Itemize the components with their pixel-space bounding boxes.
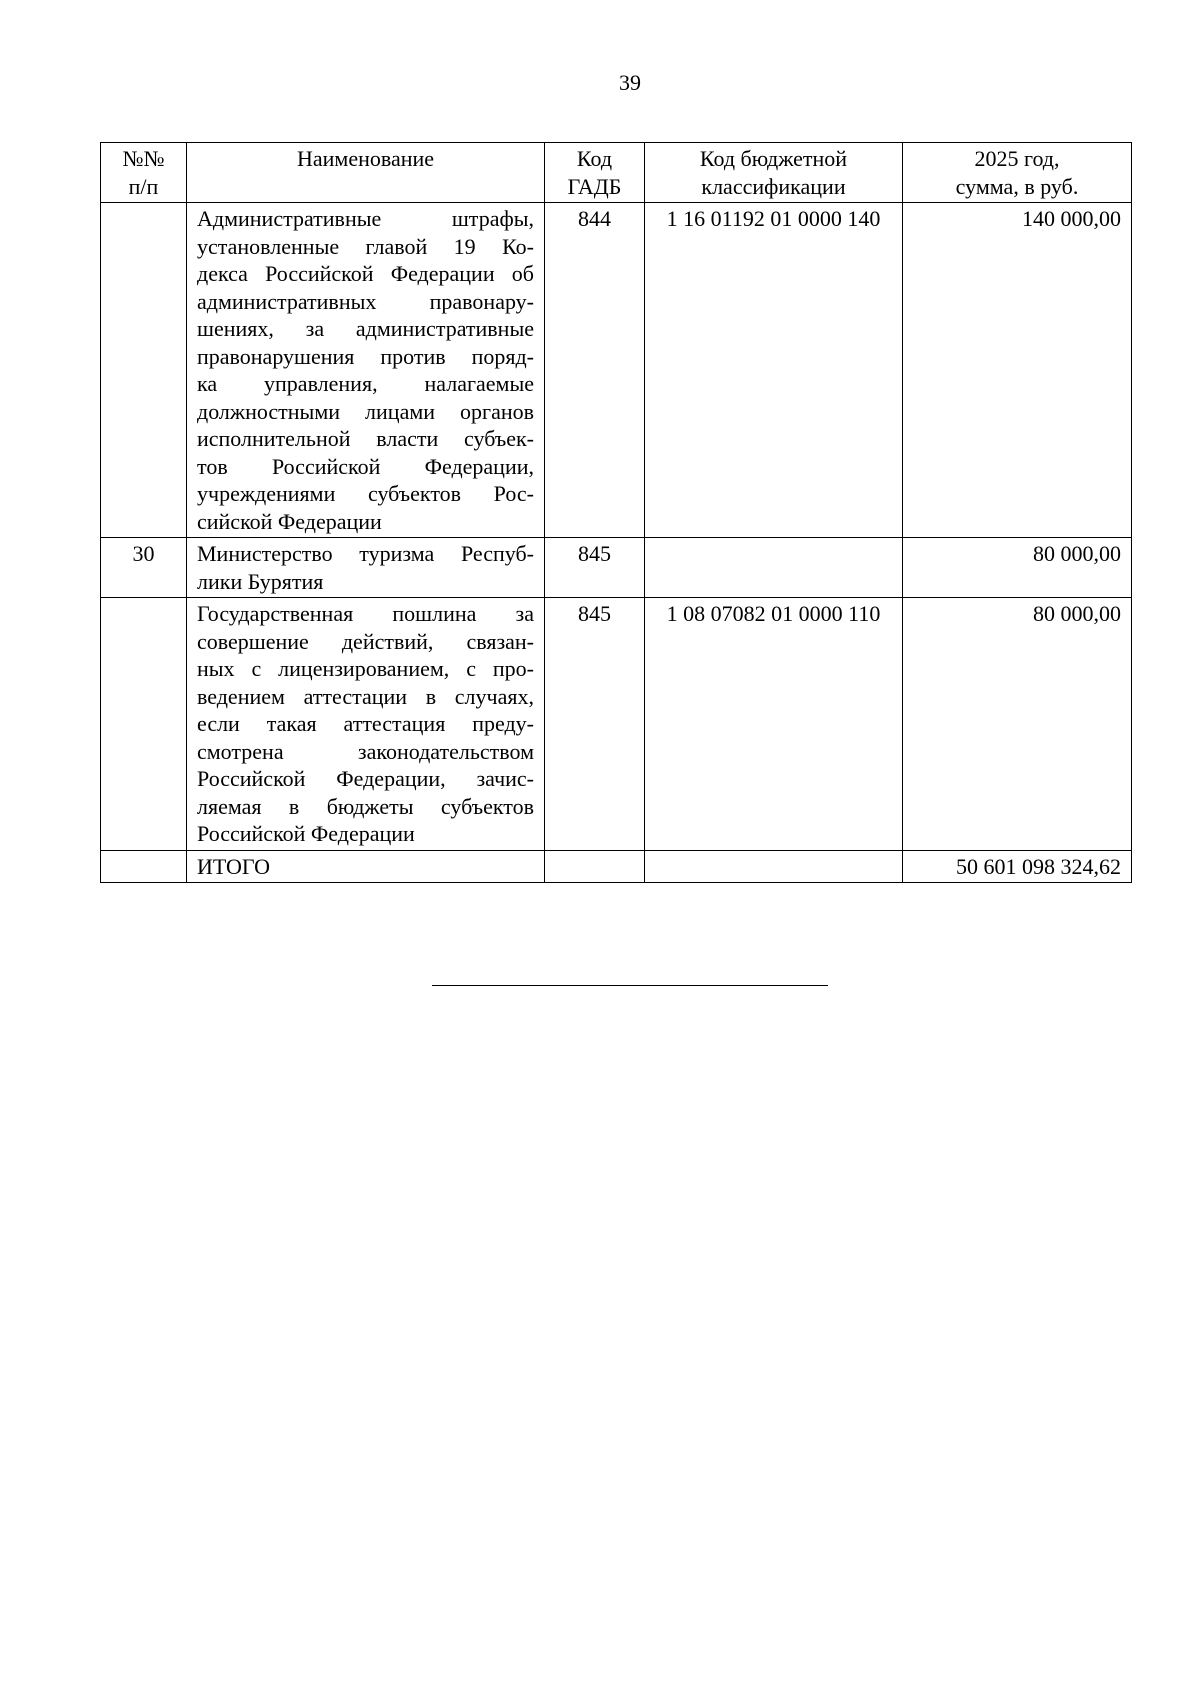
row-sum: 80 000,00 [903,538,1132,598]
row-kbk-code: 1 08 07082 01 0000 110 [645,598,903,851]
budget-table [100,142,1132,883]
header-kbk [645,143,903,203]
row-name [187,598,545,851]
row-name-line: Государственная пошлина за [197,601,534,626]
header-text-num: №№ п/п [122,146,165,199]
row-name-line: административных правонару- [197,288,534,314]
row-name-line: декса Российской Федерации об [197,261,534,286]
row-name-line: установленные главой 19 Ко- [197,233,534,259]
table-header-row [101,143,1132,203]
row-name-line: правонарушения против поряд- [197,343,534,369]
header-name [187,143,545,203]
row-gadb-code: 845 [545,598,645,851]
header-text-sum: 2025 год, сумма, в руб. [955,146,1079,199]
row-name-line: Российской Федерации [197,821,415,846]
row-name-line: сийской Федерации [197,508,382,534]
total-gadb-cell [545,850,645,883]
header-text-gadb: Код ГАДБ [567,146,622,199]
total-label: ИТОГО [187,850,545,883]
header-gadb [545,143,645,203]
row-gadb-code: 845 [545,538,645,598]
row-name-line: лики Бурятия [197,568,324,594]
row-kbk-code: 1 16 01192 01 0000 140 [645,203,903,538]
row-kbk-code [645,538,903,598]
row-number [101,598,187,851]
table-body [101,203,1132,851]
row-name-line: ляемая в бюджеты субъектов [197,793,534,819]
row-name-line: Российской Федерации, зачис- [197,766,534,791]
row-name [187,203,545,538]
total-sum: 50 601 098 324,62 [903,850,1132,883]
row-name-line: совершение действий, связан- [197,628,534,654]
row-name-line: ведением аттестации в случаях, [197,683,534,709]
table-row [101,538,1132,598]
header-text-kbk: Код бюджетной классификации [699,146,848,199]
row-name-line: исполнительной власти субъек- [197,426,534,451]
table-row [101,598,1132,851]
total-num-cell [101,850,187,883]
header-sum [903,143,1132,203]
row-sum: 80 000,00 [903,598,1132,851]
row-name-line: если такая аттестация преду- [197,711,534,736]
row-name-line: ных с лицензированием, с про- [197,656,534,681]
row-number: 30 [101,538,187,598]
row-name-line: тов Российской Федерации, [197,453,534,479]
row-sum: 140 000,00 [903,203,1132,538]
row-number [101,203,187,538]
end-divider [432,985,828,986]
header-num [101,143,187,203]
row-name [187,538,545,598]
row-gadb-code: 844 [545,203,645,538]
table-row [101,203,1132,538]
row-name-line: Административные штрафы, [197,206,534,231]
row-name-line: шениях, за административные [197,316,534,341]
header-text-name: Наименование [296,146,435,171]
row-name-line: учреждениями субъектов Рос- [197,481,534,506]
row-name-line: смотрена законодательством [197,738,534,764]
row-name-line: ка управления, налагаемые [197,371,534,396]
total-row [101,850,1132,883]
row-name-line: должностными лицами органов [197,398,534,424]
page-number: 39 [619,70,641,95]
total-kbk-cell [645,850,903,883]
row-name-line: Министерство туризма Респуб- [197,541,534,566]
